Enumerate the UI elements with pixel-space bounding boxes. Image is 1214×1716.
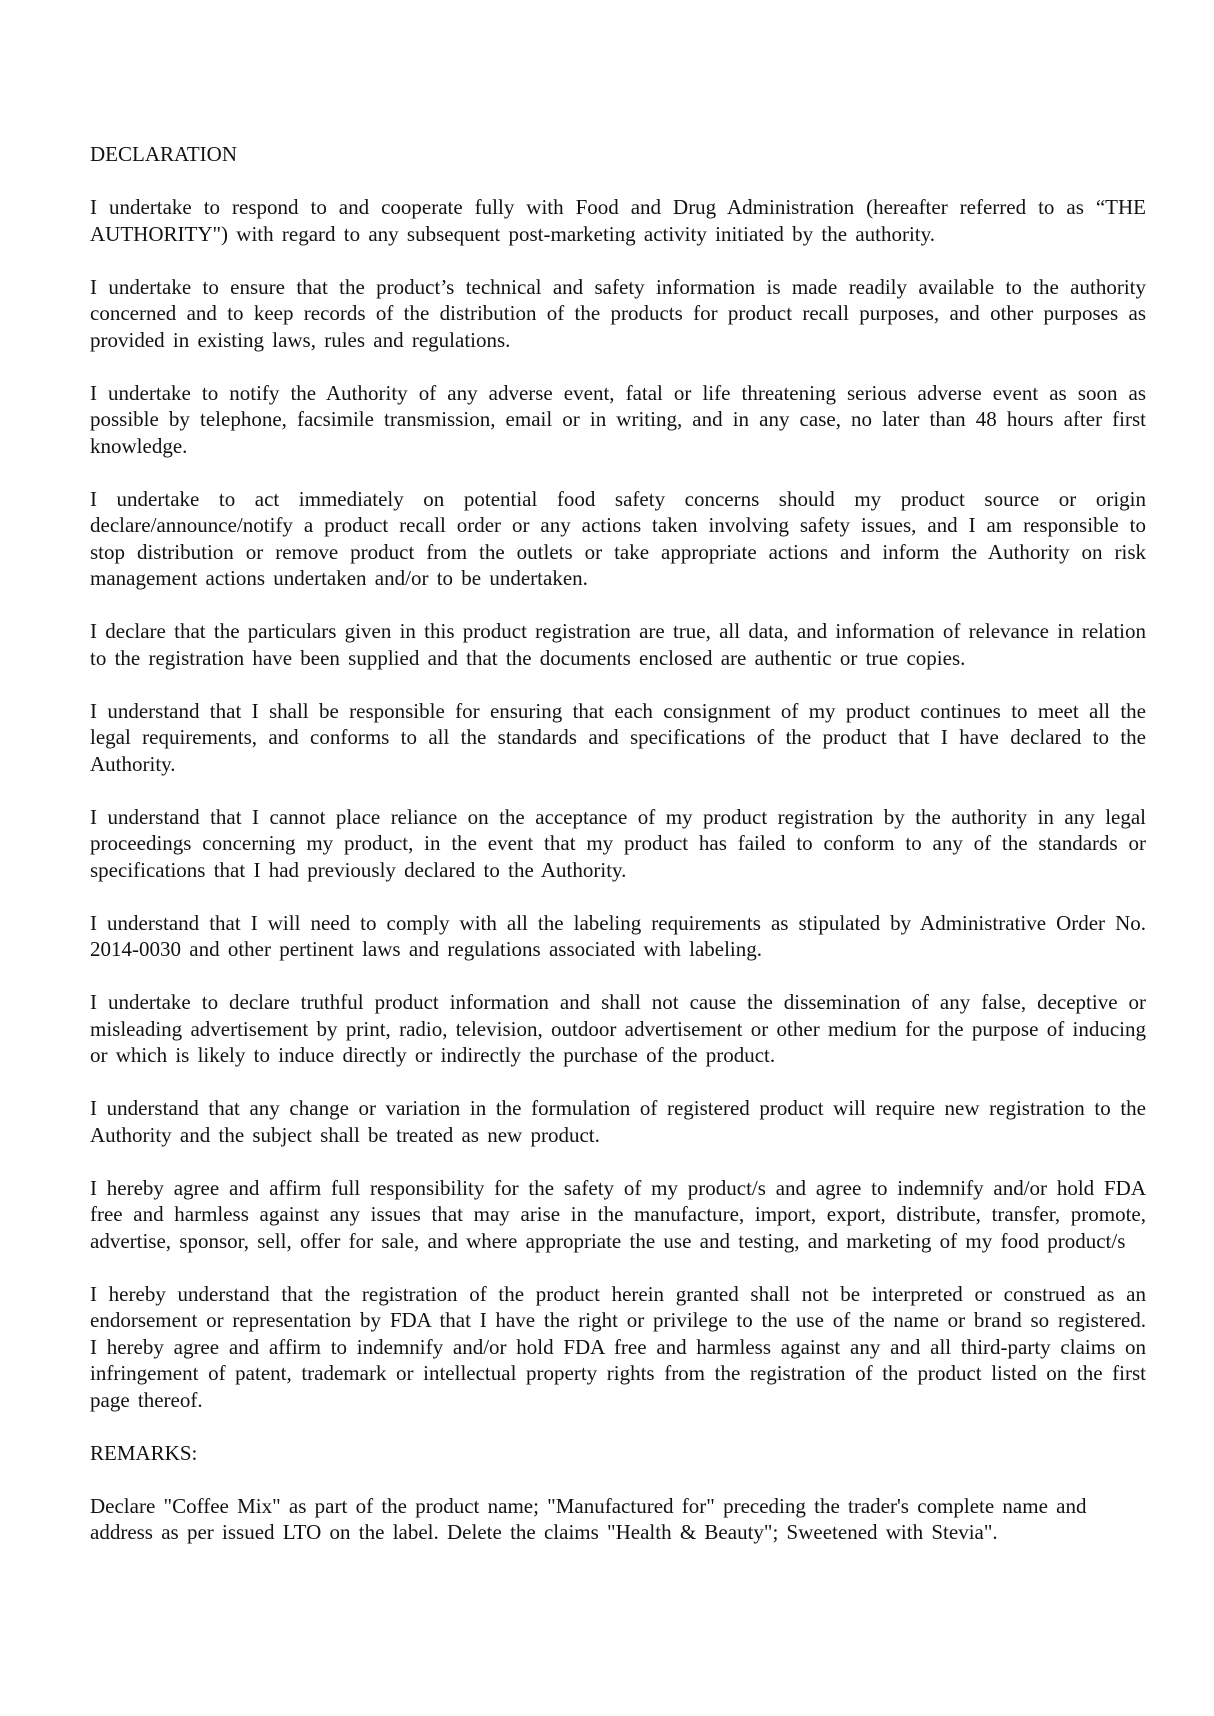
- remarks-heading: REMARKS:: [90, 1440, 198, 1465]
- declaration-paragraph-12: I hereby understand that the registration of the product herein granted shall not be interpreted or construed as an endorsement or representation by FDA that I have the right or privilege to the use of the name or brand so registered. I hereby agree and affirm to indemnify and/or hold FDA free and harmless against any and all third-party claims on infringement of patent, trademark or intellectual property rights from the registration of the product listed on the first page thereof.: [90, 1281, 1146, 1412]
- declaration-paragraph-11: I hereby agree and affirm full responsibility for the safety of my product/s and agree to indemnify and/or hold FDA free and harmless against any issues that may arise in the manufacture, import, export, distribute, transfer, promote, advertise, sponsor, sell, offer for sale, and where appropriate the use and testing, and marketing of my food product/s: [90, 1175, 1146, 1253]
- declaration-paragraph-6: I understand that I shall be responsible for ensuring that each consignment of my product continues to meet all the legal requirements, and conforms to all the standards and specifications of the product that I have declared to the Authority.: [90, 698, 1146, 776]
- declaration-paragraph-10: I understand that any change or variation in the formulation of registered product will require new registration to the Authority and the subject shall be treated as new product.: [90, 1096, 1146, 1147]
- remarks-paragraph: Declare "Coffee Mix" as part of the product name; "Manufactured for" preceding the trader's complete name and address as per issued LTO on the label. Delete the claims "Health & Beauty"; Sweetened with Stevia".: [90, 1493, 1087, 1544]
- declaration-paragraph-5: I declare that the particulars given in this product registration are true, all data, and information of relevance in relation to the registration have been supplied and that the documents enclosed are authentic or true copies.: [90, 619, 1146, 670]
- declaration-paragraph-4: I undertake to act immediately on potential food safety concerns should my product source or origin declare/announce/notify a product recall order or any actions taken involving safety issues, and I am responsible to stop distribution or remove product from the outlets or take appropriate actions and inform the Authority on risk management actions undertaken and/or to be undertaken.: [90, 486, 1146, 590]
- declaration-paragraph-7: I understand that I cannot place reliance on the acceptance of my product registration by the authority in any legal proceedings concerning my product, in the event that my product has failed to conform to any of the standards or specifications that I had previously declared to the Authority.: [90, 804, 1146, 882]
- declaration-paragraph-3: I undertake to notify the Authority of any adverse event, fatal or life threatening serious adverse event as soon as possible by telephone, facsimile transmission, email or in writing, and in any case, no later than 48 hours after first knowledge.: [90, 380, 1146, 458]
- declaration-paragraph-2: I undertake to ensure that the product’s technical and safety information is made readily available to the authority concerned and to keep records of the distribution of the products for product recall purposes, and other purposes as provided in existing laws, rules and regulations.: [90, 274, 1146, 352]
- declaration-paragraph-8: I understand that I will need to comply with all the labeling requirements as stipulated by Administrative Order No. 2014-0030 and other pertinent laws and regulations associated with labeling.: [90, 910, 1146, 961]
- declaration-heading: DECLARATION: [90, 142, 237, 166]
- declaration-paragraph-1: I undertake to respond to and cooperate fully with Food and Drug Administration (hereafter referred to as “THE AUTHORITY") with regard to any subsequent post-marketing activity initiated by the authority.: [90, 195, 1146, 246]
- declaration-paragraph-9: I undertake to declare truthful product information and shall not cause the dissemination of any false, deceptive or misleading advertisement by print, radio, television, outdoor advertisement or other medium for the purpose of inducing or which is likely to induce directly or indirectly the purchase of the product.: [90, 990, 1146, 1067]
- declaration-section: [90, 141, 1146, 1546]
